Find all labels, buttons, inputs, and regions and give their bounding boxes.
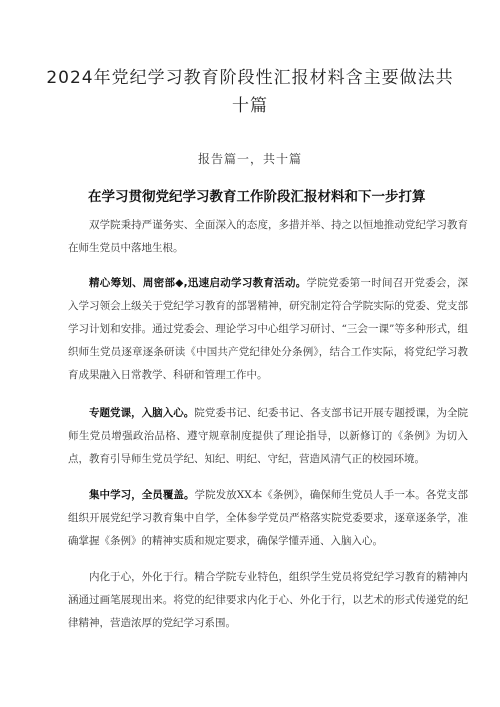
document-subtitle: 报告篇一，共十篇	[197, 152, 302, 166]
paragraph-4	[68, 484, 468, 553]
paragraph-lead: 集中学习，全员覆盖。	[89, 489, 195, 501]
paragraph-text: 学院党委第一时间召开党委会，深入学习领会上级关于党纪学习教育的部署精神，研究制定符合学院实际的党委、党支部学习计划和安排。通过党委会、理论学习中心组学习研讨、“三会一课”等多种形式，组织师生党员逐章逐条研读《中国共产党纪律处分条例》，结合工作实际，将党纪学习教育成果融入日常教学、科研和管理工作中。	[68, 277, 468, 381]
document-title: 2024年党纪学习教育阶段性汇报材料含主要做法共十篇	[46, 68, 454, 116]
paragraph-5	[68, 566, 468, 635]
paragraph-lead: 精心筹划、周密部◆,迅速启动学习教育活动。	[89, 277, 307, 289]
paragraph-text: 内化于心，外化于行。精合学院专业特色，组织学生党员将党纪学习教育的精神内涵通过画笔展现出来。将党的纪律要求内化于心、外化于行，以艺术的形式传递党的纪律精神，营造浓厚的党纪学习系围。	[68, 571, 468, 629]
paragraph-lead: 专题党课，入脑入心。	[89, 407, 195, 419]
section-heading: 在学习贯彻党纪学习教育工作阶段汇报材料和下一步打算	[88, 189, 426, 205]
paragraph-text: 学院发放XX本《条例》，确保师生党员人手一本。各党支部组织开展党纪学习教育集中自学，全体参学党员严格落实院党委要求，逐章逐条学，准确掌握《条例》的精神实质和规定要求，确保学懂弄通、入脑入心。	[68, 489, 468, 547]
paragraph-3	[68, 402, 468, 471]
paragraph-text: 双学院秉持严谨务实、全面深入的态度，多措并举、持之以恒地推动党纪学习教育在师生党员中落地生根。	[68, 219, 468, 254]
paragraph-2	[68, 272, 468, 387]
paragraph-1	[68, 214, 468, 260]
paragraph-text: 院党委书记、纪委书记、各支部书记开展专题授课，为全院师生党员增强政治品格、遵守规章制度提供了理论指导，以新修订的《条例》为切入点，教育引导师生党员学纪、知纪、明纪、守纪，营造风清气正的校园环境。	[68, 407, 469, 465]
